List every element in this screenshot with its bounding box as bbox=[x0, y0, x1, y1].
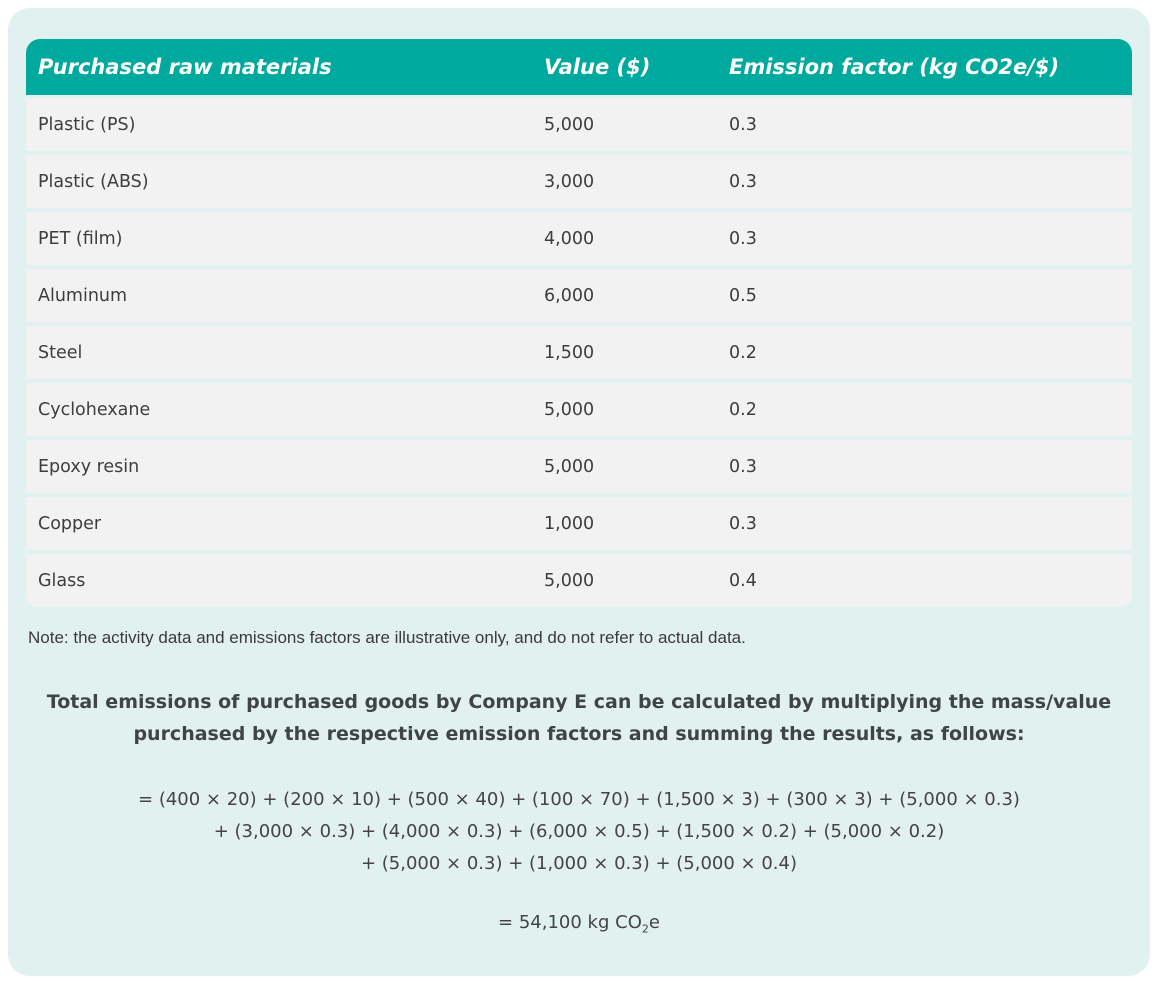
formula-line: = (400 × 20) + (200 × 10) + (500 × 40) + (100 × 70) + (1,500 × 3) + (300 × 3) + (5,000 × 0.3) bbox=[138, 789, 1020, 810]
calculation-result bbox=[8, 912, 1150, 936]
header-emission-factor: Emission factor (kg CO2e/$) bbox=[729, 55, 1060, 79]
materials-table bbox=[26, 39, 1132, 607]
table-row bbox=[26, 212, 1132, 265]
factor-cell: 0.5 bbox=[729, 285, 757, 306]
value-cell: 4,000 bbox=[544, 228, 595, 249]
table-row bbox=[26, 326, 1132, 379]
material-cell: Epoxy resin bbox=[38, 456, 140, 477]
material-cell: Steel bbox=[38, 342, 83, 363]
value-cell: 5,000 bbox=[544, 456, 595, 477]
table-row bbox=[26, 440, 1132, 493]
formula-line: + (3,000 × 0.3) + (4,000 × 0.3) + (6,000 × 0.5) + (1,500 × 0.2) + (5,000 × 0.2) bbox=[213, 821, 945, 842]
formula-line: + (5,000 × 0.3) + (1,000 × 0.3) + (5,000 × 0.4) bbox=[360, 853, 798, 874]
summary-line: Total emissions of purchased goods by Company E can be calculated by multiplying the mass/value bbox=[46, 691, 1112, 713]
result-prefix: = 54,100 kg CO bbox=[498, 912, 642, 933]
header-value: Value ($) bbox=[544, 55, 651, 79]
table-row bbox=[26, 554, 1132, 607]
factor-cell: 0.3 bbox=[729, 171, 757, 192]
factor-cell: 0.3 bbox=[729, 228, 757, 249]
material-cell: Copper bbox=[38, 513, 102, 534]
factor-cell: 0.2 bbox=[729, 399, 757, 420]
table-row bbox=[26, 98, 1132, 151]
table-row bbox=[26, 269, 1132, 322]
value-cell: 5,000 bbox=[544, 399, 595, 420]
factor-cell: 0.4 bbox=[729, 570, 757, 591]
factor-cell: 0.3 bbox=[729, 456, 757, 477]
summary-text bbox=[8, 686, 1150, 750]
table-row bbox=[26, 383, 1132, 436]
result-subscript: 2 bbox=[641, 922, 649, 936]
factor-cell: 0.2 bbox=[729, 342, 757, 363]
content-card bbox=[8, 8, 1150, 976]
table-row bbox=[26, 497, 1132, 550]
table-row bbox=[26, 155, 1132, 208]
material-cell: Plastic (ABS) bbox=[38, 171, 149, 192]
table-header bbox=[26, 39, 1132, 95]
material-cell: Aluminum bbox=[38, 285, 128, 306]
disclaimer-note: Note: the activity data and emissions factors are illustrative only, and do not refer to actual data. bbox=[28, 628, 746, 647]
value-cell: 5,000 bbox=[544, 570, 595, 591]
value-cell: 5,000 bbox=[544, 114, 595, 135]
value-cell: 1,500 bbox=[544, 342, 595, 363]
material-cell: PET (film) bbox=[38, 228, 123, 249]
summary-line: purchased by the respective emission factors and summing the results, as follows: bbox=[133, 723, 1025, 745]
value-cell: 1,000 bbox=[544, 513, 595, 534]
value-cell: 6,000 bbox=[544, 285, 595, 306]
header-materials: Purchased raw materials bbox=[38, 55, 332, 79]
material-cell: Plastic (PS) bbox=[38, 114, 136, 135]
factor-cell: 0.3 bbox=[729, 114, 757, 135]
value-cell: 3,000 bbox=[544, 171, 595, 192]
material-cell: Cyclohexane bbox=[38, 399, 151, 420]
material-cell: Glass bbox=[38, 570, 86, 591]
calculation-formula bbox=[8, 784, 1150, 880]
factor-cell: 0.3 bbox=[729, 513, 757, 534]
result-suffix: e bbox=[648, 912, 660, 933]
